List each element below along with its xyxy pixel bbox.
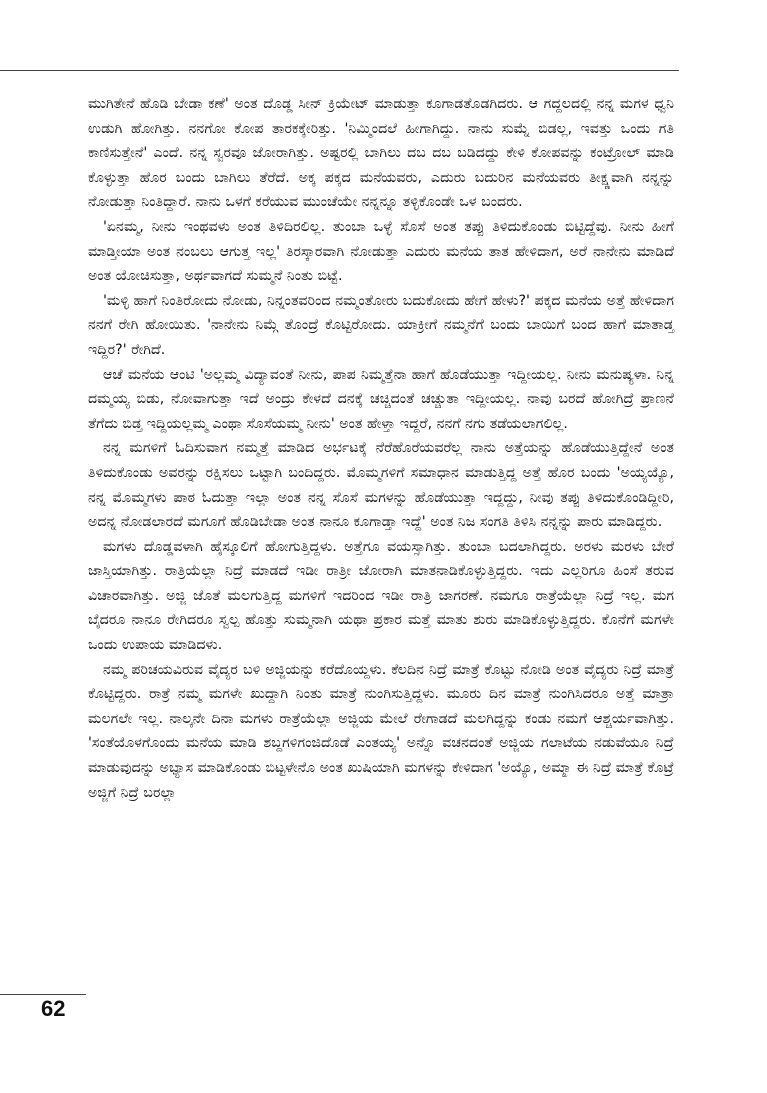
paragraph-3: 'ಮಳ್ಳಿ ಹಾಗೆ ನಿಂತಿರೋದು ನೋಡು, ನಿನ್ನಂತವರಿಂದ ನಮ್ಮಂತೋರು ಬದುಕೋದು ಹೇಗೆ ಹೇಳು?' ಪಕ್ಕದ ಮನೆಯ ಅತ್ತೆ ಹೇಳಿದಾಗ ನನಗೆ ರೇಗಿ ಹೋಯಿತು. 'ನಾನೇನು ನಿಮ್ಗೆ ತೊಂದ್ರೆ ಕೊಟ್ಟಿರೋದು. ಯಾಕ್ರೀಗೆ ನಮ್ಮನೆಗೆ ಬಂದು ಬಾಯಿಗೆ ಬಂದ ಹಾಗೆ ಮಾತಾಡ್ತ ಇದ್ದಿರ?' ರೇಗಿದೆ.: [88, 292, 674, 358]
paragraph-5: ನನ್ನ ಮಗಳಿಗೆ ಓದಿಸುವಾಗ ನಮ್ಮತ್ತೆ ಮಾಡಿದ ಅರ್ಭಟಕ್ಕೆ ನೆರೆಹೊರೆಯವರೆಲ್ಲ ನಾನು ಅತ್ತೆಯನ್ನು ಹೊಡೆಯುತ್ತಿದ್ದೇನೆ ಅಂತ ತಿಳಿದುಕೊಂಡು ಅವರನ್ನು ರಕ್ಷಿಸಲು ಒಟ್ಟಾಗಿ ಬಂದಿದ್ದರು. ಮೊಮ್ಮಗಳಿಗೆ ಸಮಾಧಾನ ಮಾಡುತ್ತಿದ್ದ ಅತ್ತೆ ಹೊರ ಬಂದು 'ಅಯ್ಯಯ್ಯೊ, ನನ್ನ ಮೊಮ್ಮಗಳು ಪಾಠ ಓದುತ್ತಾ ಇಲ್ಲಾ ಅಂತ ನನ್ನ ಸೊಸೆ ಮಗಳನ್ನು ಹೊಡೆಯುತ್ತಾ ಇದ್ದದ್ದು, ನೀವು ತಪ್ಪು ತಿಳಿದುಕೊಂಡಿದ್ದೀರಿ, ಅದನ್ನ ನೋಡಲಾರದೆ ಮಗೂಗೆ ಹೊಡಿಬೇಡಾ ಅಂತ ನಾನೂ ಕೂಗಾಡ್ತಾ ಇದ್ದೆ' ಅಂತ ನಿಜ ಸಂಗತಿ ತಿಳಿಸಿ ನನ್ನನ್ನು ಪಾರು ಮಾಡಿದ್ದರು.: [88, 440, 674, 531]
page-number-rule: [0, 994, 86, 995]
paragraph-1: ಮುಗಿತೇನೆ ಹೊಡಿ ಬೇಡಾ ಕಣೆ' ಅಂತ ದೊಡ್ಡ ಸೀನ್ ಕ್ರಿಯೇಟ್ ಮಾಡುತ್ತಾ ಕೂಗಾಡತೊಡಗಿದರು. ಆ ಗದ್ದಲದಲ್ಲಿ ನನ್ನ ಮಗಳ ಧ್ವನಿ ಉಡುಗಿ ಹೋಗಿತ್ತು. ನನಗೋ ಕೋಪ ತಾರಕಕ್ಕೇರಿತ್ತು. 'ನಿಮ್ಮಿಂದಲೆ ಹೀಗಾಗಿದ್ದು. ನಾನು ಸುಮ್ನೆ ಬಿಡಲ್ಲ, ಇವತ್ತು ಒಂದು ಗತಿ ಕಾಣಿಸುತ್ತೇನೆ' ಎಂದೆ. ನನ್ನ ಸ್ವರವೂ ಜೋರಾಗಿತ್ತು. ಅಷ್ಟರಲ್ಲಿ ಬಾಗಿಲು ದಬ ದಬ ಬಡಿದದ್ದು ಕೇಳಿ ಕೋಪವನ್ನು ಕಂಟ್ರೋಲ್ ಮಾಡಿ ಕೊಳ್ಳುತ್ತಾ ಹೊರ ಬಂದು ಬಾಗಿಲು ತೆರೆದೆ. ಅಕ್ಕ ಪಕ್ಕದ ಮನೆಯವರು, ಎದುರು ಬದುರಿನ ಮನೆಯವರು ತೀಕ್ಷ್ಣವಾಗಿ ನನ್ನನ್ನು ನೋಡುತ್ತಾ ನಿಂತಿದ್ದಾರೆ. ನಾನು ಒಳಗೆ ಕರೆಯುವ ಮುಂಚೆಯೇ ನನ್ನನ್ನೂ ತಳ್ಳಿಕೊಂಡೇ ಒಳ ಬಂದರು.: [88, 96, 674, 211]
paragraph-7: ನಮ್ಮ ಪರಿಚಯವಿರುವ ವೈದ್ಯರ ಬಳಿ ಅಜ್ಜಿಯನ್ನು ಕರೆದೊಯ್ದಳು. ಕೆಲದಿನ ನಿದ್ರೆ ಮಾತ್ರೆ ಕೊಟ್ಟು ನೋಡಿ ಅಂತ ವೈದ್ಯರು ನಿದ್ರೆ ಮಾತ್ರೆ ಕೊಟ್ಟಿದ್ದರು. ರಾತ್ರೆ ನಮ್ಮ ಮಗಳೇ ಖುದ್ದಾಗಿ ನಿಂತು ಮಾತ್ರೆ ನುಂಗಿಸುತ್ತಿದ್ದಳು. ಮೂರು ದಿನ ಮಾತ್ರೆ ನುಂಗಿಸಿದರೂ ಅತ್ತೆ ಮಾತ್ರಾ ಮಲಗಲೇ ಇಲ್ಲ. ನಾಲ್ಕನೇ ದಿನಾ ಮಗಳು ರಾತ್ರೆಯೆಲ್ಲಾ ಅಜ್ಜಿಯ ಮೇಲೆ ರೇಗಾಡದೆ ಮಲಗಿದ್ದನ್ನು ಕಂಡು ನಮಗೆ ಆಶ್ಚರ್ಯವಾಗಿತ್ತು. 'ಸಂತೆಯೊಳಗೊಂದು ಮನೆಯ ಮಾಡಿ ಶಬ್ದಗಳಿಗಂಜಿದೊಡೆ ಎಂತಯ್ಯ' ಅನ್ನೊ ವಚನದಂತೆ ಅಜ್ಜಿಯ ಗಲಾಟೆಯ ನಡುವೆಯೂ ನಿದ್ರೆ ಮಾಡುವುದನ್ನು ಅಭ್ಯಾಸ ಮಾಡಿಕೊಂಡು ಬಿಟ್ಟಳೇನೊ ಅಂತ ಖುಷಿಯಾಗಿ ಮಗಳನ್ನು ಕೇಳಿದಾಗ 'ಅಯ್ಯೊ, ಅಮ್ಮಾ ಈ ನಿದ್ರೆ ಮಾತ್ರೆ ಕೊಟ್ರೆ ಅಜ್ಜಿಗೆ ನಿದ್ರೆ ಬರಲ್ಲಾ: [88, 661, 674, 801]
paragraph-6: ಮಗಳು ದೊಡ್ಡವಳಾಗಿ ಹೈಸ್ಕೂಲಿಗೆ ಹೋಗುತ್ತಿದ್ದಳು. ಅತ್ತೆಗೂ ವಯಸ್ಸಾಗಿತ್ತು. ತುಂಬಾ ಬದಲಾಗಿದ್ದರು. ಅರಳು ಮರಳು ಬೇರೆ ಜಾಸ್ತಿಯಾಗಿತ್ತು. ರಾತ್ರಿಯೆಲ್ಲಾ ನಿದ್ರೆ ಮಾಡದೆ ಇಡೀ ರಾತ್ರೀ ಜೋರಾಗಿ ಮಾತನಾಡಿಕೊಳ್ಳುತ್ತಿದ್ದರು. ಇದು ಎಲ್ಲರಿಗೂ ಹಿಂಸೆ ತರುವ ವಿಚಾರವಾಗಿತ್ತು. ಅಜ್ಜಿ ಜೊತೆ ಮಲಗುತ್ತಿದ್ದ ಮಗಳಿಗೆ ಇದರಿಂದ ಇಡೀ ರಾತ್ರಿ ಜಾಗರಣೆ. ನಮಗೂ ರಾತ್ರೆಯೆಲ್ಲಾ ನಿದ್ರೆ ಇಲ್ಲ. ಮಗ ಬೈದರೂ ನಾನೂ ರೇಗಿದರೂ ಸ್ವಲ್ಪ ಹೊತ್ತು ಸುಮ್ಮನಾಗಿ ಯಥಾ ಪ್ರಕಾರ ಮತ್ತೆ ಮಾತು ಶುರು ಮಾಡಿಕೊಳ್ಳುತ್ತಿದ್ದರು. ಕೊನೆಗೆ ಮಗಳೇ ಒಂದು ಉಪಾಯ ಮಾಡಿದಳು.: [88, 538, 674, 654]
page-number: 62: [41, 996, 66, 1021]
body-text: [88, 92, 674, 805]
paragraph-2: 'ಏನಮ್ಮ, ನೀನು ಇಂಥವಳು ಅಂತ ತಿಳಿದಿರಲಿಲ್ಲ. ತುಂಬಾ ಒಳ್ಳೆ ಸೊಸೆ ಅಂತ ತಪ್ಪು ತಿಳಿದುಕೊಂಡು ಬಿಟ್ಟಿದ್ದೆವು. ನೀನು ಹೀಗೆ ಮಾಡ್ತೀಯಾ ಅಂತ ನಂಬಲು ಆಗುತ್ತ ಇಲ್ಲ' ತಿರಸ್ಕಾರವಾಗಿ ನೋಡುತ್ತಾ ಎದುರು ಮನೆಯ ತಾತ ಹೇಳಿದಾಗ, ಅರೆ ನಾನೇನು ಮಾಡಿದೆ ಅಂತ ಯೋಚಿಸುತ್ತಾ, ಅರ್ಥವಾಗದೆ ಸುಮ್ಮನೆ ನಿಂತು ಬಿಟ್ಟೆ.: [88, 218, 674, 285]
top-rule: [0, 70, 679, 71]
paragraph-4: ಆಚೆ ಮನೆಯ ಆಂಟಿ 'ಅಲ್ಲಮ್ಮ ವಿದ್ಯಾವಂತೆ ನೀನು, ಪಾಪ ನಿಮ್ಮತ್ತೆನಾ ಹಾಗೆ ಹೊಡೆಯುತ್ತಾ ಇದ್ದೀಯಲ್ಲ. ನೀನು ಮನುಷ್ಯಳಾ. ನಿನ್ನ ದಮ್ಮಯ್ಯ ಬಿಡು, ನೋವಾಗುತ್ತಾ ಇದೆ ಅಂದ್ರು ಕೇಳದೆ ದನಕ್ಕೆ ಚಚ್ಚಿದಂತೆ ಚಚ್ಚುತಾ ಇದ್ದೀಯಲ್ಲ. ನಾವು ಬರದೆ ಹೋಗಿದ್ರೆ ಪ್ರಾಣನೆ ತೆಗೆದು ಬಿಡ್ತ ಇದ್ದಿಯಲ್ಲಮ್ಮ ಎಂಥಾ ಸೊಸೆಯಮ್ಮ ನೀನು' ಅಂತ ಹೇಳ್ತಾ ಇದ್ದರೆ, ನನಗೆ ನಗು ತಡೆಯಲಾಗಲಿಲ್ಲ.: [88, 366, 674, 432]
